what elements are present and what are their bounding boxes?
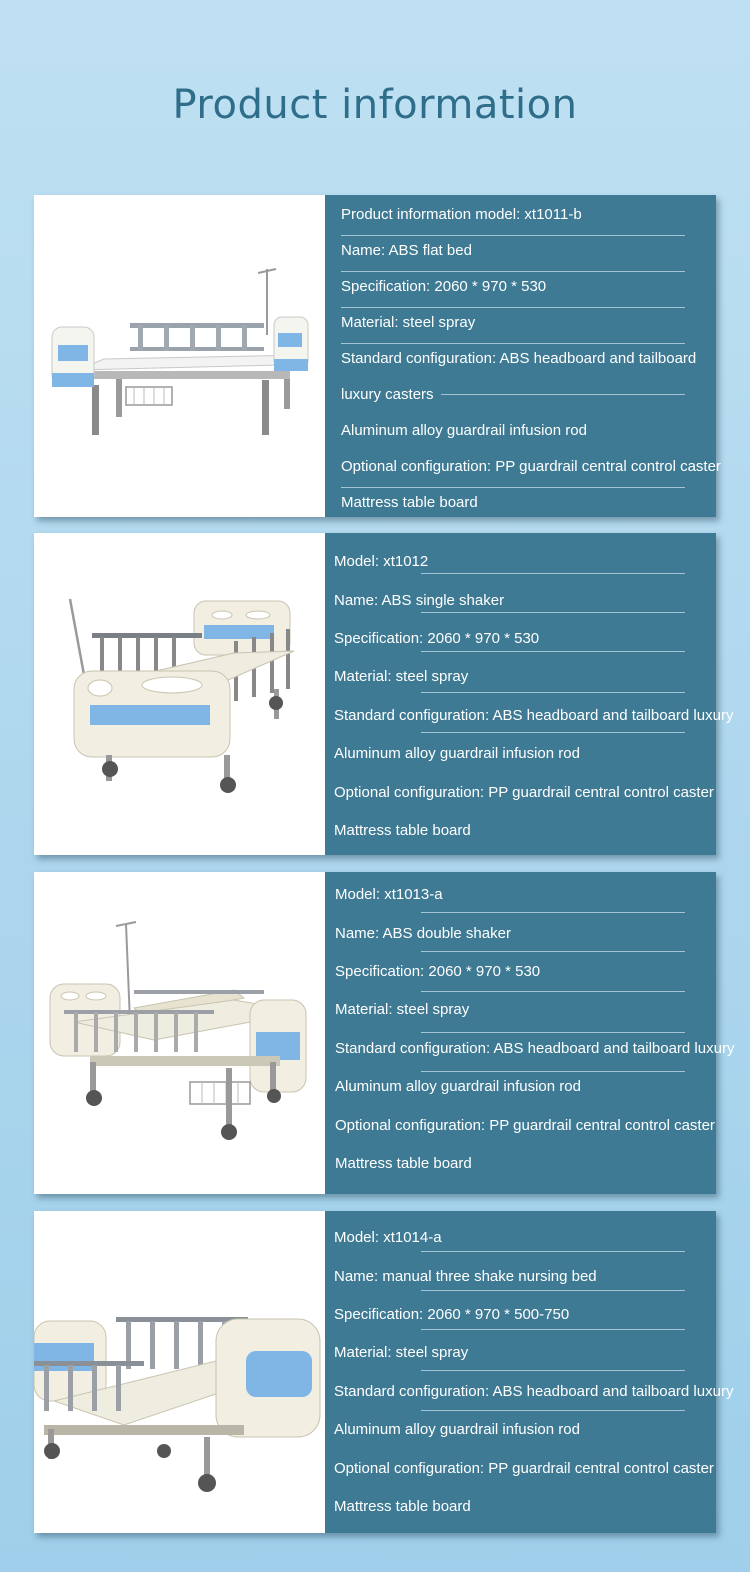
spec-optional-config: Optional configuration: PP guardrail central control caster <box>334 1460 714 1477</box>
divider <box>441 394 685 395</box>
spec-standard-config: Standard configuration: ABS headboard and tailboard luxury <box>335 1040 735 1057</box>
divider <box>421 951 685 952</box>
divider <box>421 1410 685 1411</box>
divider <box>421 1290 685 1291</box>
spec-name: Name: ABS single shaker <box>334 592 505 609</box>
divider <box>421 1032 685 1033</box>
hospital-three-shake-nursing-bed-icon <box>34 1211 325 1533</box>
spec-optional-config: Optional configuration: PP guardrail central control caster <box>334 784 714 801</box>
spec-model: Model: xt1012 <box>334 553 429 570</box>
spec-specification: Specification: 2060 * 970 * 530 <box>334 630 540 647</box>
product-image <box>34 195 325 517</box>
spec-optional-config: Optional configuration: PP guardrail central control caster <box>341 458 721 475</box>
divider <box>341 235 685 236</box>
spec-model: Model: xt1014-a <box>334 1229 442 1246</box>
spec-panel <box>325 533 734 855</box>
spec-mattress: Mattress table board <box>341 494 478 511</box>
spec-guardrail: Aluminum alloy guardrail infusion rod <box>334 745 580 762</box>
product-card <box>34 533 734 855</box>
spec-guardrail: Aluminum alloy guardrail infusion rod <box>335 1078 581 1095</box>
hospital-flat-bed-icon <box>34 195 325 517</box>
product-image <box>34 533 325 855</box>
spec-material: Material: steel spray <box>341 314 476 331</box>
spec-material: Material: steel spray <box>334 668 469 685</box>
hospital-single-shaker-bed-icon <box>34 533 325 855</box>
spec-panel <box>325 1211 734 1533</box>
divider <box>421 1071 685 1072</box>
spec-specification: Specification: 2060 * 970 * 500-750 <box>334 1306 570 1323</box>
spec-material: Material: steel spray <box>334 1344 469 1361</box>
divider <box>421 692 685 693</box>
product-image <box>34 872 325 1194</box>
spec-mattress: Mattress table board <box>334 822 471 839</box>
divider <box>421 991 685 992</box>
spec-standard-config: Standard configuration: ABS headboard and tailboard luxury <box>334 707 734 724</box>
divider <box>421 651 685 652</box>
divider <box>421 573 685 574</box>
spec-panel <box>325 872 735 1194</box>
spec-standard-config-cont: luxury casters <box>341 386 434 403</box>
spec-specification: Specification: 2060 * 970 * 530 <box>335 963 541 980</box>
divider <box>341 343 685 344</box>
divider <box>421 1251 685 1252</box>
divider <box>421 1329 685 1330</box>
spec-mattress: Mattress table board <box>335 1155 472 1172</box>
product-card <box>34 872 735 1194</box>
divider <box>421 732 685 733</box>
product-card <box>34 1211 734 1533</box>
spec-name: Name: ABS double shaker <box>335 925 511 942</box>
hospital-double-shaker-bed-icon <box>34 872 325 1194</box>
divider <box>421 912 685 913</box>
spec-guardrail: Aluminum alloy guardrail infusion rod <box>334 1421 580 1438</box>
product-card <box>34 195 721 517</box>
product-image <box>34 1211 325 1533</box>
spec-name: Name: ABS flat bed <box>341 242 472 259</box>
spec-guardrail: Aluminum alloy guardrail infusion rod <box>341 422 587 439</box>
spec-optional-config: Optional configuration: PP guardrail central control caster <box>335 1117 715 1134</box>
spec-panel <box>325 195 721 517</box>
divider <box>421 1370 685 1371</box>
spec-model: Model: xt1013-a <box>335 886 443 903</box>
spec-material: Material: steel spray <box>335 1001 470 1018</box>
divider <box>341 487 685 488</box>
spec-model: Product information model: xt1011-b <box>341 206 582 223</box>
divider <box>341 307 685 308</box>
page-title: Product information <box>172 82 578 128</box>
spec-standard-config: Standard configuration: ABS headboard and tailboard luxury <box>334 1383 734 1400</box>
spec-name: Name: manual three shake nursing bed <box>334 1268 597 1285</box>
spec-specification: Specification: 2060 * 970 * 530 <box>341 278 547 295</box>
spec-mattress: Mattress table board <box>334 1498 471 1515</box>
spec-standard-config: Standard configuration: ABS headboard and tailboard <box>341 350 697 367</box>
divider <box>341 271 685 272</box>
divider <box>421 612 685 613</box>
